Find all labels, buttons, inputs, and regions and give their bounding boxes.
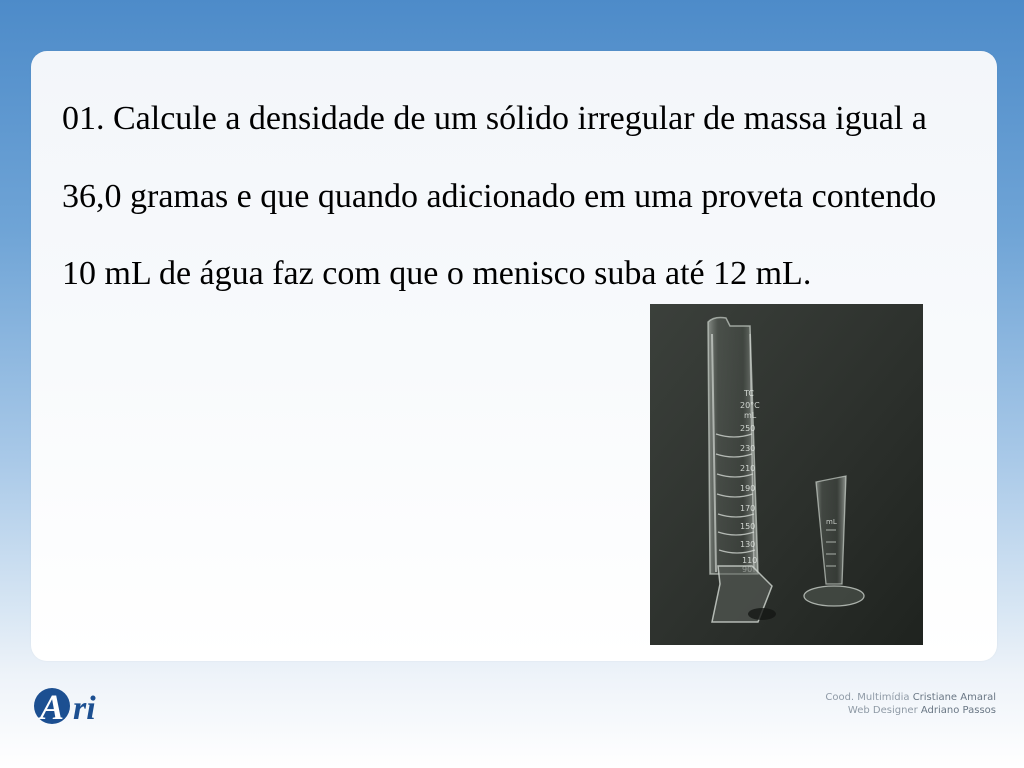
logo-letter-a: A	[39, 687, 65, 727]
small-header: mL	[826, 518, 837, 526]
credit-name-2: Adriano Passos	[920, 705, 996, 716]
credits	[825, 691, 996, 717]
graduated-cylinders-photo	[650, 304, 923, 645]
logo-letters-ri: ri	[73, 690, 96, 727]
credits-line-1	[825, 691, 996, 704]
credit-role-2: Web Designer	[847, 705, 918, 716]
tall-header-2: 20°C	[740, 401, 760, 410]
tall-mark-230: 230	[740, 444, 756, 453]
credit-role-1: Cood. Multimídia	[825, 692, 910, 703]
ari-logo	[33, 683, 123, 729]
ari-logo-mark	[33, 683, 123, 729]
tall-mark-250: 250	[740, 424, 756, 433]
tall-header-3: mL	[744, 411, 757, 420]
tall-mark-210: 210	[740, 464, 756, 473]
question-text: 01. Calcule a densidade de um sólido irregular de massa igual a 36,0 gramas e que quando adicionado em uma proveta contendo 10 mL de água faz com que o menisco suba até 12 mL.	[62, 100, 937, 292]
credit-name-1: Cristiane Amaral	[912, 692, 996, 703]
tall-mark-110: 110	[742, 556, 758, 565]
tall-mark-190: 190	[740, 484, 756, 493]
credits-line-2	[825, 704, 996, 717]
tall-mark-170: 170	[740, 504, 756, 513]
tall-mark-130: 130	[740, 540, 756, 549]
tall-header-1: TC	[744, 389, 755, 398]
tall-mark-150: 150	[740, 522, 756, 531]
cylinders-illustration	[650, 304, 923, 645]
